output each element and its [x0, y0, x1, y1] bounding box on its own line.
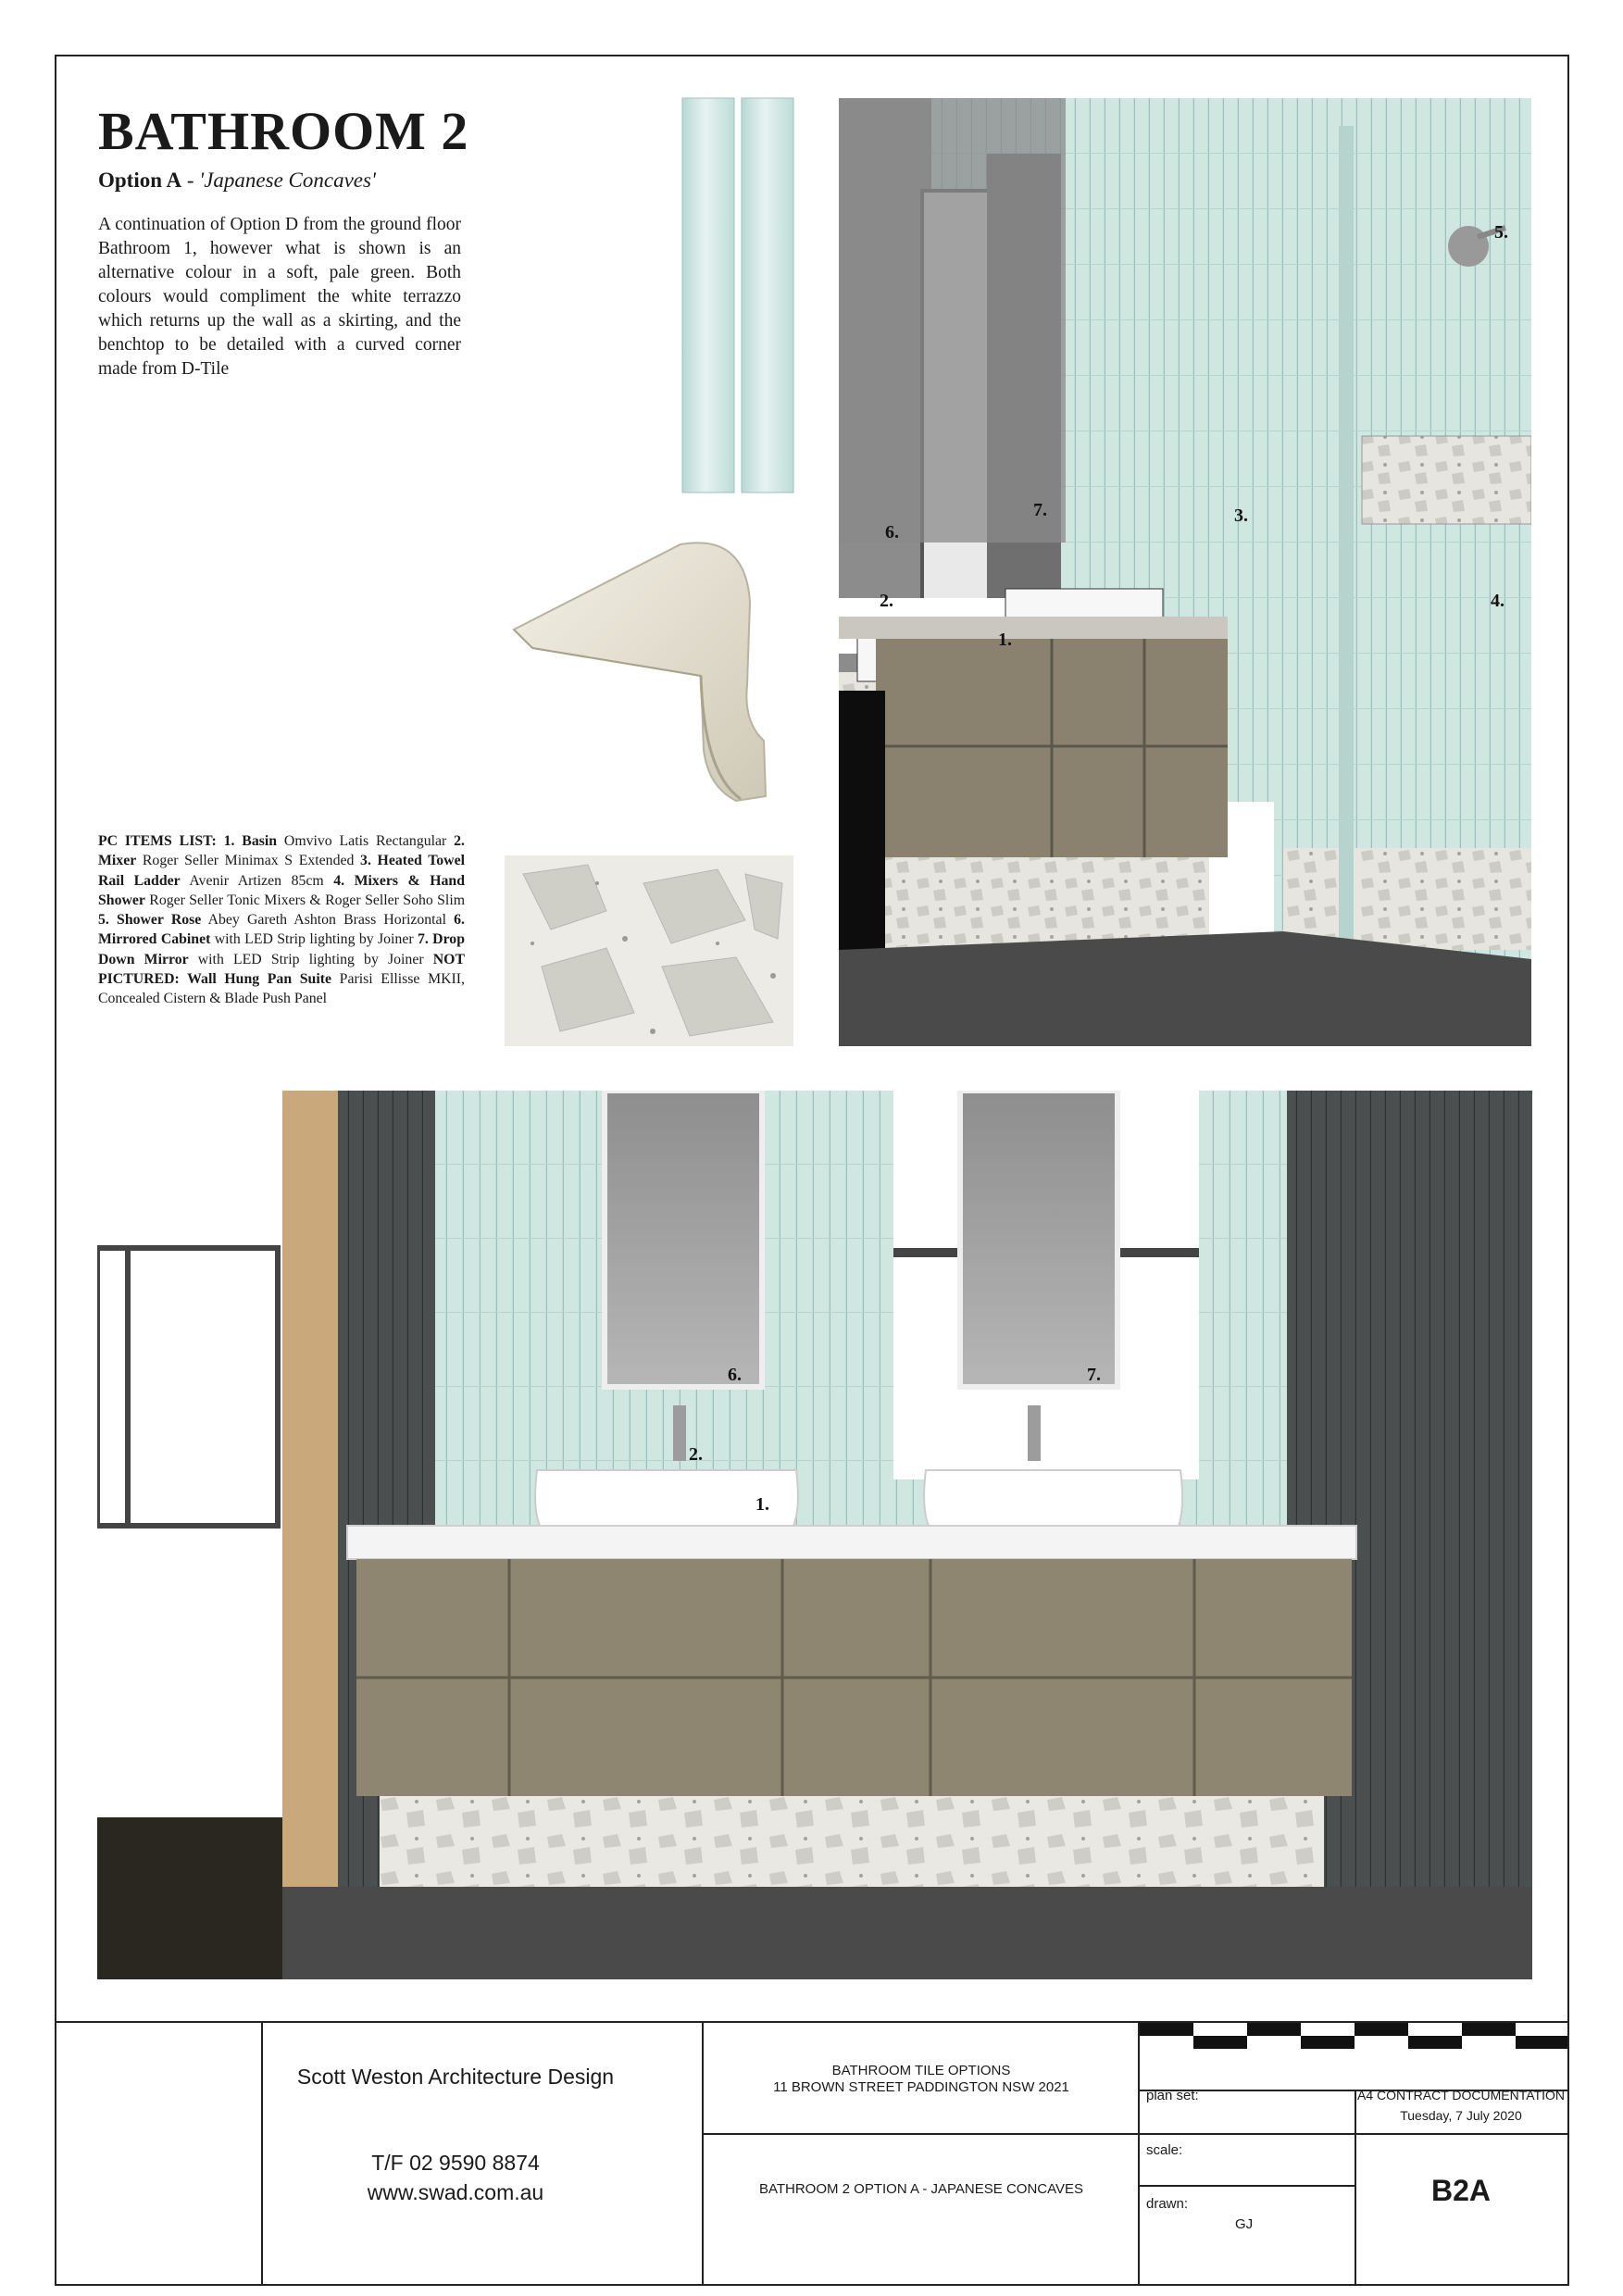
plan-set-label: plan set:: [1146, 2088, 1199, 2103]
divider: [1138, 2185, 1355, 2187]
perspective-render: [839, 98, 1531, 1046]
sheet-number: B2A: [1430, 2174, 1491, 2207]
pc-item-bold: 3. Heated Towel Rail Ladder: [98, 853, 465, 889]
pc-item-text: Abey Gareth Ashton Brass Horizontal: [201, 912, 455, 929]
pc-item-bold: 4. Mixers & Hand Shower: [98, 872, 465, 908]
pc-item-text: with LED Strip lighting by Joiner: [210, 931, 418, 948]
marker-7: 7.: [1033, 500, 1047, 520]
pc-item-text: Roger Seller Minimax S Extended: [136, 853, 361, 869]
pc-item-text: Omvivo Latis Rectangular: [277, 833, 455, 849]
company-phone: T/F 02 9590 8874: [371, 2151, 540, 2175]
marker-6: 6.: [885, 522, 899, 543]
elevation-marker-2: 2.: [689, 1444, 703, 1465]
pc-items-list: [98, 831, 465, 1009]
option-subtitle: [98, 168, 376, 193]
pc-item-bold: 7. Drop Down Mirror: [98, 931, 465, 967]
divider: [702, 2133, 1569, 2135]
marker-1: 1.: [998, 630, 1012, 650]
elevation-marker-1: 1.: [755, 1494, 769, 1515]
project-info: [704, 2063, 1139, 2096]
description-paragraph: A continuation of Option D from the ground floor Bathroom 1, however what is shown is an alternative colour in a soft, pale green. Both colours would compliment the white terrazzo which returns up the wall as a skirting, and the benchtop to be detailed with a curved corner made from D-Tile: [98, 215, 461, 379]
drawn-by: GJ: [1235, 2216, 1254, 2232]
pc-item-bold: 6. Mirrored Cabinet: [98, 912, 465, 948]
pc-item-bold: PC ITEMS LIST: 1. Basin: [98, 833, 278, 849]
scale-bar: [1140, 2023, 1567, 2051]
company-contact: [207, 2148, 704, 2207]
pc-item-bold: NOT PICTURED: Wall Hung Pan Suite: [98, 951, 465, 988]
terrazzo-sample-image: [505, 855, 793, 1046]
d-tile-image: [505, 537, 801, 815]
page-title: BATHROOM 2: [98, 101, 469, 161]
pc-item-bold: 5. Shower Rose: [98, 912, 202, 929]
sheet-title: BATHROOM 2 OPTION A - JAPANESE CONCAVES: [758, 2181, 1084, 2197]
marker-5: 5.: [1494, 222, 1508, 243]
project-address: 11 BROWN STREET PADDINGTON NSW 2021: [773, 2079, 1069, 2095]
drawn-label: drawn:: [1146, 2196, 1189, 2212]
elevation-marker-6: 6.: [728, 1365, 742, 1385]
company-website[interactable]: www.swad.com.au: [367, 2180, 544, 2204]
option-label: Option A: [98, 168, 182, 192]
marker-4: 4.: [1491, 591, 1504, 611]
company-name: Scott Weston Architecture Design: [296, 2065, 615, 2089]
document-info: [1355, 2085, 1567, 2126]
document-type: A4 CONTRACT DOCUMENTATION: [1356, 2088, 1565, 2103]
pc-item-text: with LED Strip lighting by Joiner: [188, 951, 433, 967]
pc-item-text: Parisi Ellisse MKII, Concealed Cistern & Blade Push Panel: [98, 971, 465, 1007]
option-name: 'Japanese Concaves': [199, 168, 376, 192]
option-separator: -: [181, 168, 200, 192]
document-date: Tuesday, 7 July 2020: [1400, 2108, 1522, 2123]
project-title: BATHROOM TILE OPTIONS: [831, 2063, 1011, 2078]
marker-3: 3.: [1234, 505, 1248, 526]
pc-item-text: Avenir Artizen 85cm: [180, 872, 334, 889]
elevation-render: [97, 1091, 1532, 1979]
pc-item-text: Roger Seller Tonic Mixers & Roger Seller Soho Slim: [144, 892, 465, 908]
marker-2: 2.: [880, 591, 893, 611]
scale-label: scale:: [1146, 2142, 1183, 2158]
elevation-marker-7: 7.: [1087, 1365, 1101, 1385]
tile-sample-image: [680, 96, 796, 494]
pc-item-bold: 2. Mixer: [98, 833, 465, 869]
